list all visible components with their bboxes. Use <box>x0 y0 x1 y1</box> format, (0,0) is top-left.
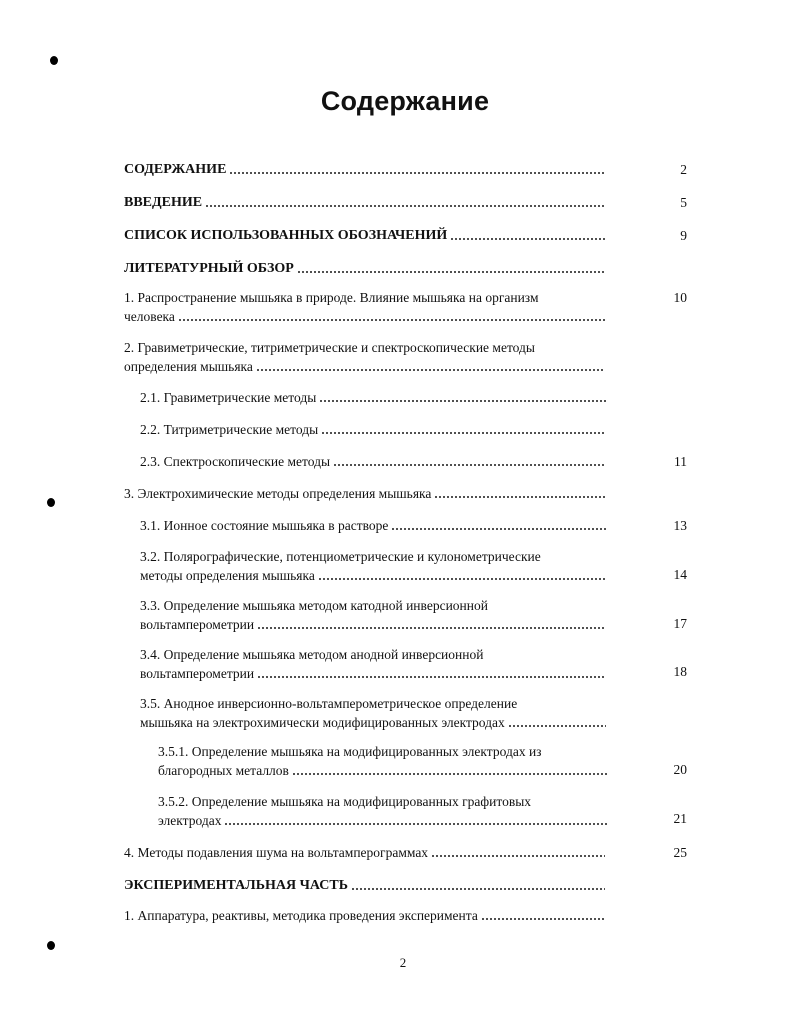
toc-entry-title-cont: вольтамперометрии <box>140 617 255 632</box>
toc-entry-title: 3.2. Полярографические, потенциометрические и кулонометрические <box>140 549 541 564</box>
toc-entry-line <box>124 338 605 357</box>
toc-entry-title: 2. Гравиметрические, титриметрические и спектроскопические методы <box>124 340 535 355</box>
toc-entry-line <box>140 645 606 664</box>
toc-entry-title: 1. Аппаратура, реактивы, методика проведения эксперимента <box>124 908 478 923</box>
toc-page-number: 11 <box>674 454 687 469</box>
toc-entry-line <box>140 694 606 713</box>
toc-entry <box>140 516 606 535</box>
toc-entry-line <box>140 664 606 683</box>
binder-hole-mark <box>47 941 55 950</box>
toc-entry-line <box>124 193 605 212</box>
dot-leader <box>230 160 605 179</box>
dot-leader <box>293 761 607 780</box>
toc-entry-line <box>158 742 607 761</box>
toc-entry-title: СОДЕРЖАНИЕ <box>124 162 227 177</box>
toc-entry-title: 1. Распространение мышьяка в природе. Влияние мышьяка на организм <box>124 290 539 305</box>
toc-entry-line <box>124 484 605 503</box>
dot-leader <box>206 193 605 212</box>
toc-entry-line <box>124 259 605 278</box>
toc-entry <box>124 338 605 376</box>
dot-leader <box>352 876 605 895</box>
toc-entry-title: ЛИТЕРАТУРНЫЙ ОБЗОР <box>124 261 294 276</box>
binder-hole-mark <box>50 56 58 65</box>
toc-entry-title: 2.2. Титриметрические методы <box>140 422 319 437</box>
toc-entry-title: 2.1. Гравиметрические методы <box>140 390 317 405</box>
toc-entry-line <box>124 357 605 376</box>
toc-entry-line <box>124 288 605 307</box>
toc-entry <box>124 876 605 895</box>
toc-entry-title: 3. Электрохимические методы определения мышьяка <box>124 486 432 501</box>
toc-entry-line <box>140 547 606 566</box>
toc-entry-line <box>158 761 607 780</box>
toc-entry-title-cont: электродах <box>158 813 222 828</box>
toc-page-number: 17 <box>673 616 687 631</box>
dot-leader <box>322 420 606 439</box>
dot-leader <box>451 226 605 245</box>
toc-entry-title-cont: человека <box>124 309 175 324</box>
toc-entry-line <box>140 516 606 535</box>
page-title: Содержание <box>320 86 490 116</box>
toc-page-number: 10 <box>673 290 687 305</box>
toc-entry-title: 3.3. Определение мышьяка методом катодной инверсионной <box>140 598 488 613</box>
toc-entry-line <box>140 566 606 585</box>
toc-entry <box>124 193 605 212</box>
dot-leader <box>392 516 606 535</box>
toc-entry-title: 3.1. Ионное состояние мышьяка в растворе <box>140 518 389 533</box>
toc-entry-line <box>140 420 606 439</box>
toc-entry <box>124 259 605 278</box>
toc-entry-title: 3.4. Определение мышьяка методом анодной инверсионной <box>140 647 484 662</box>
toc-entry <box>124 906 605 925</box>
toc-entry-title-cont: мышьяка на электрохимически модифицированных электродах <box>140 715 505 730</box>
toc-entry <box>140 452 606 471</box>
toc-entry-title-cont: методы определения мышьяка <box>140 568 315 583</box>
toc-entry <box>158 742 607 780</box>
toc-entry-title: ВВЕДЕНИЕ <box>124 195 203 210</box>
toc-page-number: 20 <box>673 762 687 777</box>
dot-leader <box>298 259 605 278</box>
dot-leader <box>225 811 607 830</box>
toc-entry <box>124 160 605 179</box>
toc-page-number: 14 <box>673 567 687 582</box>
toc-entry <box>140 694 606 732</box>
toc-entry-line <box>124 226 605 245</box>
toc-entry-line <box>124 906 605 925</box>
toc-page-number: 9 <box>680 228 687 243</box>
toc-entry-line <box>140 596 606 615</box>
toc-entry <box>140 420 606 439</box>
toc-entry <box>158 792 607 830</box>
dot-leader <box>257 357 605 376</box>
toc-entry-title-cont: определения мышьяка <box>124 359 253 374</box>
toc-entry-title: 2.3. Спектроскопические методы <box>140 454 331 469</box>
toc-entry <box>140 645 606 683</box>
footer-page-number: 2 <box>399 955 407 970</box>
dot-leader <box>319 566 606 585</box>
toc-entry-line <box>124 160 605 179</box>
dot-leader <box>334 452 606 471</box>
toc-entry-line <box>158 811 607 830</box>
toc-entry-title: 4. Методы подавления шума на вольтамперограммах <box>124 845 429 860</box>
dot-leader <box>435 484 605 503</box>
toc-entry-title-cont: благородных металлов <box>158 763 289 778</box>
dot-leader <box>179 307 605 326</box>
toc-entry-title: СПИСОК ИСПОЛЬЗОВАННЫХ ОБОЗНАЧЕНИЙ <box>124 228 448 243</box>
toc-entry-line <box>140 388 606 407</box>
toc-entry <box>140 596 606 634</box>
dot-leader <box>258 615 606 634</box>
toc-entry <box>140 547 606 585</box>
toc-entry-line <box>124 876 605 895</box>
dot-leader <box>432 843 605 862</box>
toc-entry-title: 3.5.2. Определение мышьяка на модифицированных графитовых <box>158 794 532 809</box>
toc-page-number: 13 <box>673 518 687 533</box>
toc-entry <box>140 388 606 407</box>
toc-page-number: 18 <box>673 664 687 679</box>
dot-leader <box>320 388 606 407</box>
toc-entry <box>124 484 605 503</box>
toc-entry-title: 3.5.1. Определение мышьяка на модифицированных электродах из <box>158 744 542 759</box>
toc-page-number: 2 <box>680 162 687 177</box>
toc-page-number: 21 <box>673 811 687 826</box>
binder-hole-mark <box>47 498 55 507</box>
toc-entry-line <box>140 713 606 732</box>
toc-entry-line <box>124 843 605 862</box>
toc-entry-line <box>140 615 606 634</box>
toc-entry-title: 3.5. Анодное инверсионно-вольтамперометрическое определение <box>140 696 518 711</box>
toc-page-number: 25 <box>673 845 687 860</box>
dot-leader <box>482 906 605 925</box>
toc-entry-line <box>140 452 606 471</box>
toc-entry-line <box>158 792 607 811</box>
toc-page-number: 5 <box>680 195 687 210</box>
toc-entry <box>124 843 605 862</box>
toc-entry-title: ЭКСПЕРИМЕНТАЛЬНАЯ ЧАСТЬ <box>124 878 348 893</box>
toc-entry <box>124 226 605 245</box>
dot-leader <box>509 713 606 732</box>
dot-leader <box>258 664 606 683</box>
toc-entry-title-cont: вольтамперометрии <box>140 666 255 681</box>
toc-entry-line <box>124 307 605 326</box>
toc-entry <box>124 288 605 326</box>
